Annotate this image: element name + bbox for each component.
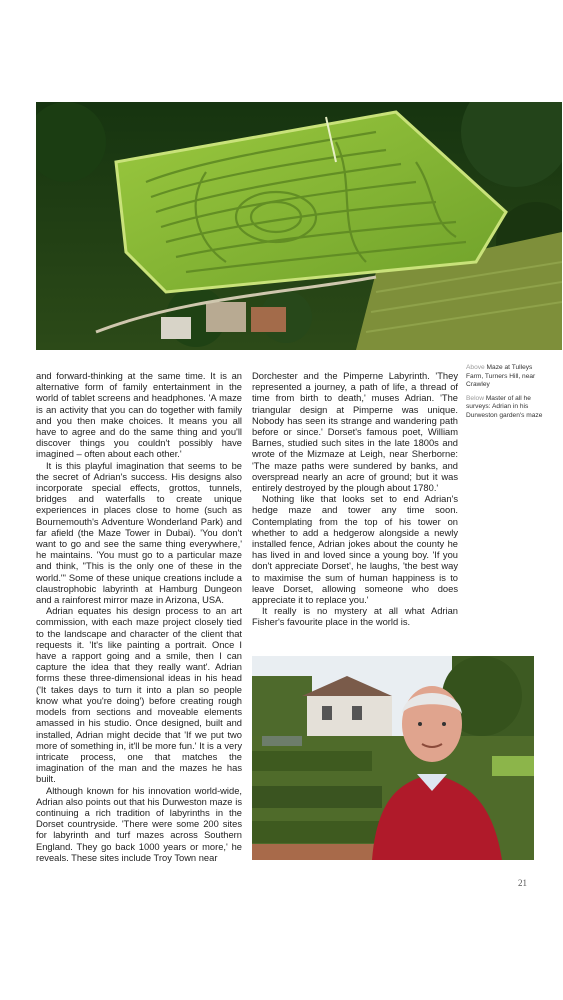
portrait-photo: [252, 656, 534, 860]
paragraph: Adrian equates his design process to an art commission, with each maze project closely tied to the landscape and character of the client that requests it. 'It's like painting a portrait. Once I have a rapport going and a smile, then I can capture the idea that they really want'. Adrian forms these three-dimensional ideas in his head ('It takes days to turn it into a plan so people know what you're doing') before creating rough models from sections and moveable elements amassed in his studio. Once designed, built and installed, Adrian might decide that 'If we put two more of something in, it'll be more fun.' It is a very intricate process, one that matches the imagination of the man and the mazes he has built.: [36, 606, 242, 785]
maze-image-icon: [36, 102, 562, 350]
page-number: 21: [518, 878, 527, 888]
article-column-2: [252, 371, 458, 629]
paragraph: Although known for his innovation world-wide, Adrian also points out that his Durweston maze is continuing a rich tradition of labyrinths in the Dorset countryside. 'There were some 200 sites for labyrinth and turf mazes across Southern England. They go back 1000 years or more,' he reveals. These sites include Troy Town near: [36, 785, 242, 863]
caption-text: Maze at Tulleys Farm, Turners Hill, near Crawley: [466, 364, 536, 388]
caption-text: Master of all he surveys: Adrian in his Durweston garden's maze: [466, 394, 543, 419]
portrait-image-icon: [252, 656, 534, 860]
photo-captions: [466, 364, 544, 425]
aerial-maze-photo: [36, 102, 562, 350]
paragraph: Dorchester and the Pimperne Labyrinth. 'They represented a journey, a path of life, a thread of time from birth to death,' muses Adrian. 'The triangular design at Pimperne was unique. Nobody has seen its strange and wandering path before or since.' Dorset's famous poet, William Barnes, studied such sites in the late 1800s and wrote of the Mizmaze at Leigh, near Sherborne: 'The maze paths were sundered by banks, and overspread nearly an acre of ground; but it was entirely destroyed by the plough about 1780.': [252, 371, 458, 494]
caption-below: [466, 395, 544, 421]
paragraph: Nothing like that looks set to end Adrian's hedge maze and tower any time soon. Contemplating from the top of his tower on whether to add a hedgerow alongside a newly installed fence, Adrian jokes about the county he has lived in and loved since a young boy. 'If you don't appreciate Dorset', he laughs, 'the best way to maximise the sum of human happiness is to leave Dorset, allowing someone who does appreciate it to replace you.': [252, 494, 458, 606]
caption-above: [466, 364, 544, 390]
paragraph: It really is no mystery at all what Adrian Fisher's favourite place in the world is.: [252, 606, 458, 628]
caption-key: Above: [466, 364, 485, 371]
paragraph: It is this playful imagination that seems to be the secret of Adrian's success. His designs also incorporate special effects, grottos, tunnels, bridges and waterfalls to create unique experiences in places close to home (such as Bournemouth's Adventure Wonderland Park) and far afield (the Maze Tower in Dubai). 'You don't want to go and see the same thing everywhere,' he maintains. 'You must go to a particular maze and think, "This is the only one of these in the world."' Some of these unique creations include a claustrophobic labyrinth at Hamburg Dungeon and a rainforest mirror maze in Arizona, USA.: [36, 460, 242, 606]
paragraph: and forward-thinking at the same time. It is an alternative form of family entertainment in the world of tablet screens and headphones. 'A maze is an activity that you can do together with family and you then make choices. It means you all have to agree and do the same thing and you'll discover things you couldn't possibly have imagined – often about each other.': [36, 371, 242, 460]
article-column-1: [36, 371, 242, 864]
caption-key: Below: [466, 394, 484, 402]
